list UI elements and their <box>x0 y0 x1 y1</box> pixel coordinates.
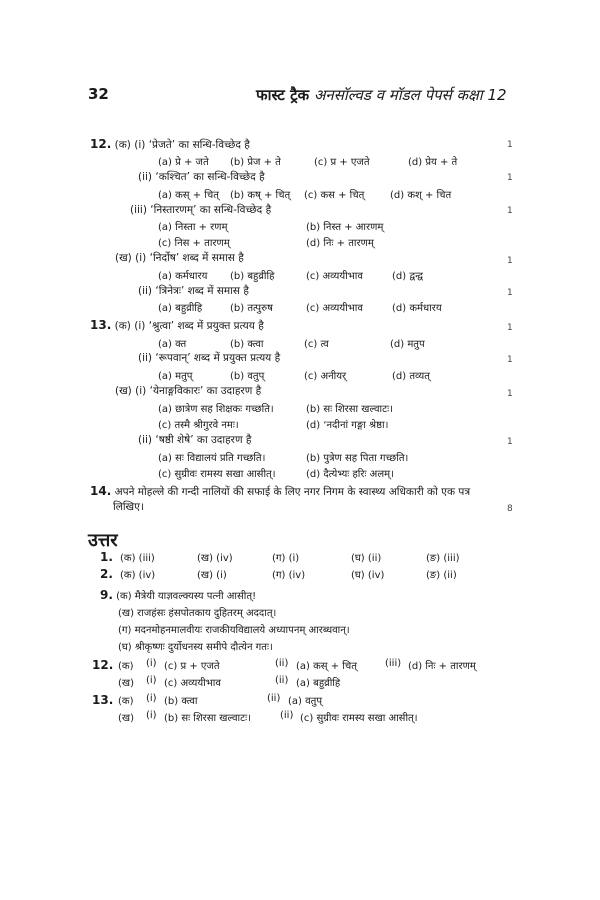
option: (a) बहुव्रीहि <box>158 303 203 314</box>
sub-label: (ii) <box>138 434 153 446</box>
q13-kha-i <box>115 384 261 398</box>
answer-part: (ख) <box>118 678 134 689</box>
q12-kha-ii <box>138 284 249 298</box>
answer-part: (ख) <box>118 713 134 724</box>
header-title-italic: अनसॉल्वड व मॉडल पेपर्स कक्षा 12 <box>313 86 507 104</box>
q13-ka-i <box>90 318 264 333</box>
answer-item: (घ) (ii) <box>351 553 382 564</box>
answer-9-line-1 <box>100 588 256 602</box>
part-label: (क) <box>114 320 131 332</box>
answer-sub: (i) <box>146 693 157 704</box>
answer-number: 13. <box>92 693 114 707</box>
answer-item: (ख) (i) <box>197 570 227 581</box>
answer-sub: (ii) <box>267 693 281 704</box>
answer-text: (a) कस् + चित् <box>296 661 357 672</box>
option: (b) बहुव्रीहि <box>230 271 275 282</box>
q14-line1 <box>90 484 470 499</box>
answer-9-line-3: (ग) मदनमोहनमालवीयः राजकीयविद्यालये अध्यापनम् आरब्धवान्। <box>118 625 350 636</box>
answer-part: (क) <box>118 661 134 672</box>
q12-ka-i <box>90 137 250 152</box>
option: (b) तत्पुरुष <box>230 303 273 314</box>
question-text: ‘प्रेजते’ का सन्धि-विच्छेद है <box>148 139 250 151</box>
answer-text: (a) वतुप् <box>288 696 323 707</box>
marks: 1 <box>507 256 513 266</box>
sub-label: (i) <box>135 252 147 264</box>
answers-heading: उत्तर <box>88 530 118 551</box>
answer-item: (ङ) (iii) <box>426 553 460 564</box>
option: (c) सुग्रीवः रामस्य सखा आसीत्। <box>158 469 276 480</box>
question-text: ‘रूपवान्’ शब्द में प्रयुक्त प्रत्यय है <box>155 352 281 364</box>
option: (c) अनीयर् <box>304 371 347 382</box>
option: (d) मतुप <box>390 339 425 350</box>
option: (a) मतुप् <box>158 371 193 382</box>
option: (a) छात्रेण सह शिक्षकः गच्छति। <box>158 404 274 415</box>
question-text: ‘निर्दोष’ शब्द में समास है <box>149 252 244 264</box>
answer-13-line-2 <box>92 710 512 724</box>
answer-item: (ख) (iv) <box>197 553 233 564</box>
marks: 1 <box>507 437 513 447</box>
page-number: 32 <box>88 85 109 103</box>
answer-item: (क) (iii) <box>120 553 155 564</box>
question-text: ‘येनाङ्गविकारः’ का उदाहरण है <box>149 385 262 397</box>
question-text: ‘निस्तारणम्’ का सन्धि-विच्छेद है <box>150 204 272 216</box>
answer-text: (b) क्त्वा <box>164 696 198 707</box>
answer-9-line-2: (ख) राजहंसः हंसपोतकाय दुहितरम् अददात्। <box>118 608 277 619</box>
marks: 1 <box>507 206 513 216</box>
answer-12-line-2 <box>92 675 512 689</box>
answer-part: (क) <box>118 696 134 707</box>
option: (b) पुत्रेण सह पिता गच्छति। <box>306 453 409 464</box>
answer-9-line-4: (घ) श्रीकृष्णः दुर्योधनस्य समीपे दौत्येन गतः। <box>118 642 273 653</box>
marks: 1 <box>507 323 513 333</box>
option: (b) क्त्वा <box>230 339 264 350</box>
question-text: ‘श्रुत्वा’ शब्द में प्रयुक्त प्रत्यय है <box>148 320 264 332</box>
answer-text: (d) निः + तारणम् <box>408 661 476 672</box>
answer-text: (b) सः शिरसा खल्वाटः। <box>164 713 251 724</box>
option: (a) कस् + चित् <box>158 190 219 201</box>
answer-sub: (ii) <box>280 710 294 721</box>
answer-text: (c) प्र + एजते <box>164 661 220 672</box>
answer-item: (ग) (i) <box>272 553 300 564</box>
question-text: ‘कश्चित’ का सन्धि-विच्छेद है <box>155 171 265 183</box>
answer-row-1 <box>100 550 480 564</box>
q12-ka-ii <box>138 170 265 184</box>
question-number: 13. <box>90 318 112 332</box>
option: (a) कर्मधारय <box>158 271 208 282</box>
sub-label: (ii) <box>138 352 153 364</box>
question-number: 12. <box>90 137 112 151</box>
marks: 1 <box>507 173 513 183</box>
option: (b) सः शिरसा खल्वाटः। <box>306 404 393 415</box>
answer-number: 12. <box>92 658 114 672</box>
answer-sub: (i) <box>146 710 157 721</box>
marks: 1 <box>507 355 513 365</box>
option: (d) प्रेय + ते <box>408 157 458 168</box>
option: (b) प्रेज + ते <box>230 157 281 168</box>
option: (c) कस + चित् <box>304 190 365 201</box>
answer-sub: (iii) <box>385 658 402 669</box>
part-label: (ख) <box>115 385 132 397</box>
answer-sub: (ii) <box>275 675 289 686</box>
question-text: अपने मोहल्ले की गन्दी नालियों की सफाई के लिए नगर निगम के स्वास्थ्य अधिकारी को एक पत्र <box>114 486 471 498</box>
marks: 1 <box>507 140 513 150</box>
part-label: (क) <box>114 139 131 151</box>
option: (c) प्र + एजते <box>314 157 370 168</box>
option: (b) निस्त + आरणम् <box>306 222 384 233</box>
option: (d) कश् + चित <box>390 190 452 201</box>
answer-item: (घ) (iv) <box>351 570 385 581</box>
q14-line2: लिखिए। <box>113 501 144 513</box>
marks: 8 <box>507 504 513 514</box>
option: (a) प्रे + जते <box>158 157 209 168</box>
option: (d) कर्मधारय <box>392 303 442 314</box>
answer-item: (ग) (iv) <box>272 570 306 581</box>
answer-number: 2. <box>100 567 113 581</box>
option: (d) निः + तारणम् <box>306 238 374 249</box>
option: (d) ‘नदीनां गङ्गा श्रेष्ठा। <box>306 420 389 431</box>
option: (d) द्वन्द्व <box>392 271 424 282</box>
marks: 1 <box>507 389 513 399</box>
marks: 1 <box>507 288 513 298</box>
part-label: (ख) <box>115 252 132 264</box>
option: (a) निस्ता + रणम् <box>158 222 228 233</box>
answer-13-line-1 <box>92 693 512 707</box>
answer-text: (क) मैत्रेयी याज्ञवल्क्यस्य पत्नी आसीत्! <box>116 591 257 602</box>
answer-text: (c) सुग्रीवः रामस्य सखा आसीत्। <box>300 713 418 724</box>
header-title-bold: फास्ट ट्रैक <box>256 86 310 104</box>
answer-12-line-1 <box>92 658 512 672</box>
answer-sub: (ii) <box>275 658 289 669</box>
q13-ka-ii <box>138 351 280 365</box>
answer-sub: (i) <box>146 658 157 669</box>
option: (c) तस्मै श्रीगुरवे नमः। <box>158 420 239 431</box>
option: (a) क्त <box>158 339 187 350</box>
sub-label: (ii) <box>138 285 153 297</box>
option: (b) कष् + चित् <box>230 190 291 201</box>
answer-text: (a) बहुव्रीहि <box>296 678 341 689</box>
sub-label: (ii) <box>138 171 153 183</box>
q13-kha-ii <box>138 433 251 447</box>
answer-sub: (i) <box>146 675 157 686</box>
sub-label: (i) <box>134 139 146 151</box>
option: (b) वतुप् <box>230 371 265 382</box>
sub-label: (iii) <box>130 204 147 216</box>
answer-item: (क) (iv) <box>120 570 156 581</box>
option: (a) सः विद्यालयं प्रति गच्छति। <box>158 453 266 464</box>
sub-label: (i) <box>135 385 147 397</box>
option: (c) त्व <box>304 339 329 350</box>
q12-ka-iii <box>130 203 271 217</box>
answer-number: 1. <box>100 550 113 564</box>
answer-number: 9. <box>100 588 113 602</box>
option: (d) दैत्येभ्यः हरिः अलम्। <box>306 469 394 480</box>
option: (c) निस + तारणम् <box>158 238 230 249</box>
option: (c) अव्ययीभाव <box>306 271 363 282</box>
question-number: 14. <box>90 484 112 498</box>
sub-label: (i) <box>134 320 146 332</box>
q12-kha-i <box>115 251 244 265</box>
answer-row-2 <box>100 567 480 581</box>
question-text: ‘षष्ठी शेषे’ का उदाहरण है <box>155 434 252 446</box>
answer-item: (ङ) (ii) <box>426 570 457 581</box>
question-text: ‘त्रिनेत्रः’ शब्द में समास है <box>155 285 249 297</box>
option: (d) तव्यत् <box>392 371 430 382</box>
option: (c) अव्ययीभाव <box>306 303 363 314</box>
page-header-title <box>256 85 507 105</box>
answer-text: (c) अव्ययीभाव <box>164 678 221 689</box>
